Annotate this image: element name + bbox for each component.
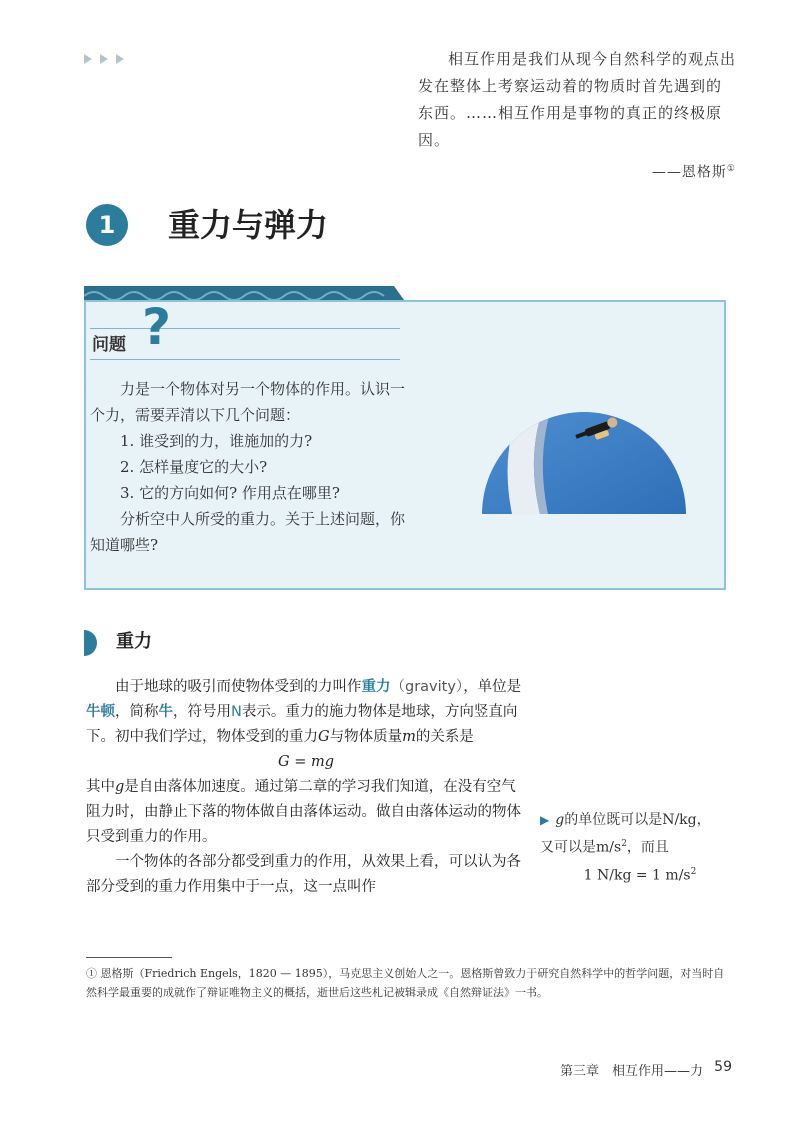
decorative-wave-band bbox=[84, 286, 404, 300]
symbol-n: N bbox=[231, 704, 242, 720]
main-body-text bbox=[86, 675, 526, 900]
epigraph-quote bbox=[418, 46, 736, 187]
page-footer bbox=[560, 1060, 732, 1080]
heading-rule-top bbox=[90, 328, 400, 329]
side-note bbox=[540, 808, 740, 887]
chapter-label: 第三章 相互作用——力 bbox=[560, 1064, 704, 1079]
gravity-equation: G = mg bbox=[278, 754, 334, 770]
section-title: 重力与弹力 bbox=[168, 206, 329, 244]
side-note-line-2: 又可以是$m/s^2$，而且 bbox=[540, 839, 669, 856]
question-intro: 力是一个物体对另一个物体的作用。认识一个力，需要弄清以下几个问题： bbox=[90, 380, 406, 424]
footnote-rule bbox=[86, 957, 172, 958]
footnote-marker: ① bbox=[726, 164, 736, 174]
heading-rule-bottom bbox=[90, 359, 400, 360]
term-newton: 牛顿 bbox=[86, 704, 115, 720]
question-heading: 问题 bbox=[92, 335, 126, 355]
skydiver-photo bbox=[482, 406, 686, 514]
term-niu: 牛 bbox=[158, 704, 173, 720]
question-item-3: 3. 它的方向如何? 作用点在哪里? bbox=[120, 484, 340, 502]
side-note-line-1: ▶ g的单位既可以是N/kg， bbox=[540, 812, 711, 828]
section-number-badge: 1 bbox=[86, 204, 128, 246]
quote-text: 相互作用是我们从现今自然科学的观点出发在整体上考察运动着的物质时首先遇到的东西。……相互作用是事物的真正的终极原因。 bbox=[418, 50, 737, 149]
question-item-2: 2. 怎样量度它的大小? bbox=[120, 458, 268, 476]
question-prompt: 分析空中人所受的重力。关于上述问题，你知道哪些? bbox=[90, 510, 406, 554]
question-text bbox=[90, 376, 410, 558]
footnote: ① 恩格斯（Friedrich Engels，1820 — 1895），马克思主义创始人之一。恩格斯曾致力于研究自然科学中的哲学问题，对当时自然科学最重要的成就作了辩证唯物主义的概括，逝世后这些札记被辑录成《自然辩证法》一书。 bbox=[86, 967, 725, 999]
subsection-title: 重力 bbox=[116, 631, 152, 652]
header-arrows-icon bbox=[84, 52, 134, 66]
question-box bbox=[84, 300, 726, 590]
question-mark-icon: ? bbox=[142, 298, 172, 356]
paragraph-2: 其中g是自由落体加速度。通过第二章的学习我们知道，在没有空气阻力时，由静止下落的物体做自由落体运动。做自由落体运动的物体只受到重力的作用。 bbox=[86, 779, 521, 845]
paragraph-3: 一个物体的各部分都受到重力的作用，从效果上看，可以认为各部分受到的重力作用集中于一点，这一点叫作 bbox=[86, 854, 521, 895]
side-note-equation: 1 N/kg = 1 $m/s^2$ bbox=[583, 866, 697, 884]
page-number: 59 bbox=[714, 1059, 732, 1075]
paragraph-1: 由于地球的吸引而使物体受到的力叫作重力（gravity），单位是牛顿，简称牛，符号用N表示。重力的施力物体是地球，方向竖直向下。初中我们学过，物体受到的重力G与物体质量m的关系是 bbox=[86, 679, 522, 745]
question-item-1: 1. 谁受到的力，谁施加的力? bbox=[120, 432, 313, 450]
term-gravity: 重力 bbox=[361, 679, 391, 695]
quote-author: ——恩格斯① bbox=[651, 164, 736, 181]
triangle-bullet-icon: ▶ bbox=[540, 813, 550, 827]
subsection-marker-icon bbox=[84, 630, 98, 656]
